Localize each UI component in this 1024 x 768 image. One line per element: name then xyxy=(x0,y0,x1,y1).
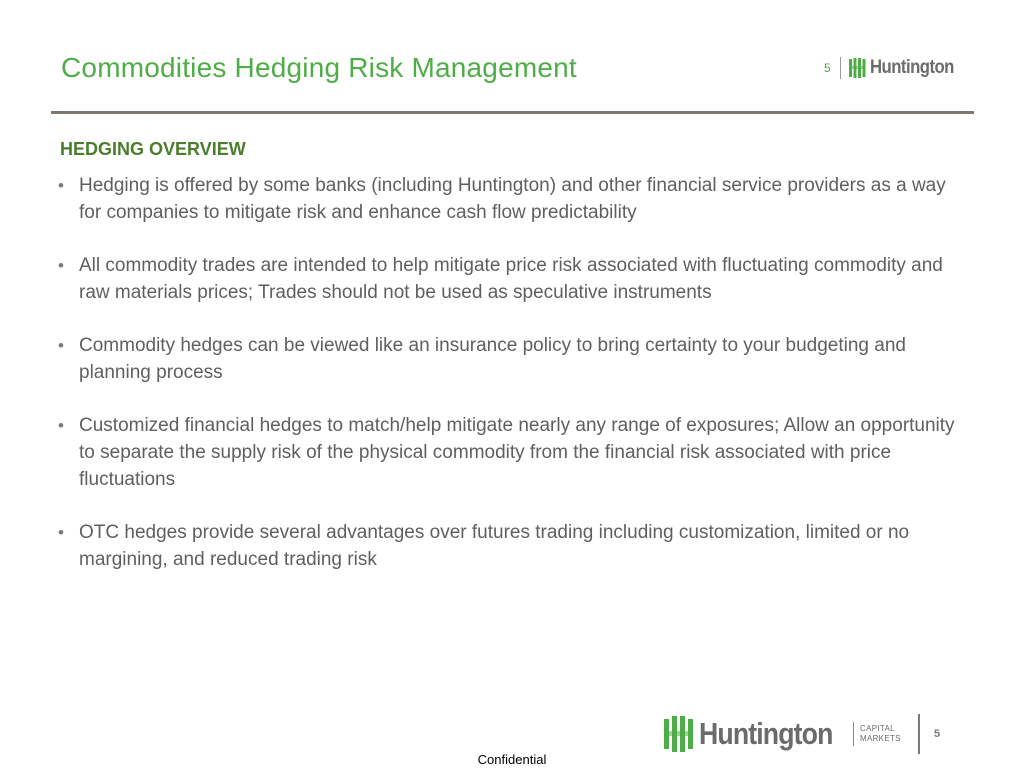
footer-page-number: 5 xyxy=(934,728,941,740)
footer-division-line2: MARKETS xyxy=(860,734,901,743)
header-brand-name: Huntington xyxy=(870,57,954,78)
header-divider xyxy=(840,57,841,79)
bullet-text: Commodity hedges can be viewed like an insurance policy to bring certainty to your budgeting and planning process xyxy=(79,335,906,383)
title-rule xyxy=(51,111,974,114)
bullet-dot: • xyxy=(58,523,64,542)
bullet-text: OTC hedges provide several advantages over futures trading including customization, limited or no margining, and reduced trading risk xyxy=(79,522,910,570)
bullet-dot: • xyxy=(58,256,64,275)
section-heading: HEDGING OVERVIEW xyxy=(60,139,246,159)
bullet-text: All commodity trades are intended to help mitigate price risk associated with fluctuating commodity and raw materials prices; Trades should not be used as speculative instruments xyxy=(79,255,943,303)
bullet-dot: • xyxy=(58,336,64,355)
bullet-dot: • xyxy=(58,416,64,435)
footer-logo-group xyxy=(664,712,940,756)
huntington-shield-icon xyxy=(664,716,694,752)
header-logo-group xyxy=(824,56,965,80)
huntington-shield-icon xyxy=(849,58,866,78)
bullet-item xyxy=(58,412,970,493)
bullet-item xyxy=(58,519,970,573)
header-brand xyxy=(849,57,965,79)
footer-brand-name: Huntington xyxy=(699,716,833,751)
bullet-list xyxy=(58,172,970,599)
bullet-text: Customized financial hedges to match/help mitigate nearly any range of exposures; Allow an opportunity to separate the supply risk of the physical commodity from the financial risk associated with price fluctuations xyxy=(79,415,955,490)
confidential-label: Confidential xyxy=(477,752,547,767)
bullet-item xyxy=(58,332,970,386)
bullet-item xyxy=(58,172,970,226)
footer-page-divider xyxy=(918,714,920,754)
footer-division xyxy=(860,724,908,744)
bullet-text: Hedging is offered by some banks (including Huntington) and other financial service providers as a way for companies to mitigate risk and enhance cash flow predictability xyxy=(79,175,946,223)
bullet-item xyxy=(58,252,970,306)
footer-division-line1: CAPITAL xyxy=(860,724,895,733)
slide-title: Commodities Hedging Risk Management xyxy=(61,52,577,83)
header-page-number: 5 xyxy=(824,61,831,75)
footer-divider xyxy=(853,722,854,746)
bullet-dot: • xyxy=(58,176,64,195)
